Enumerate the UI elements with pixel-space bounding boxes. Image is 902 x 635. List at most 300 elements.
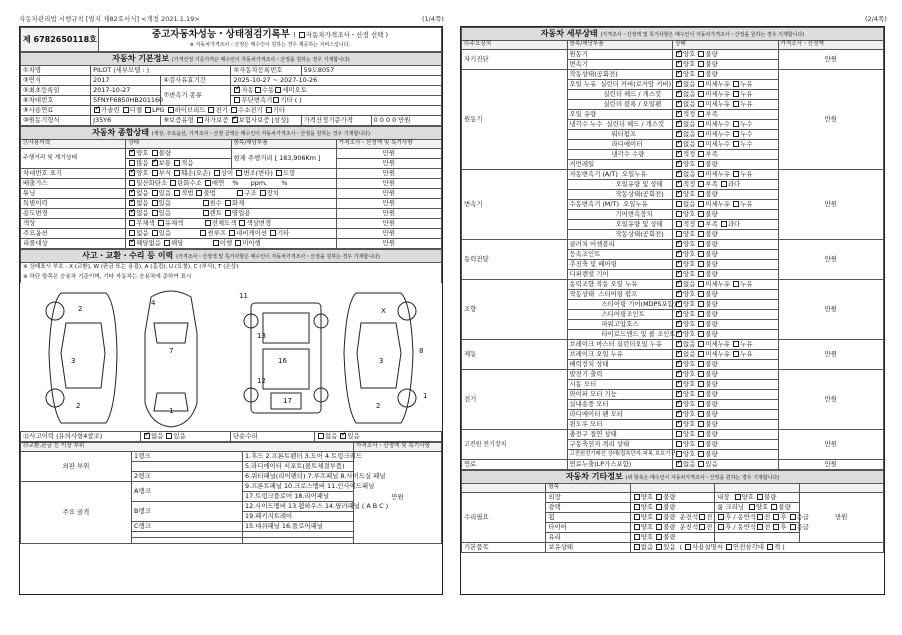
checkbox-ev[interactable] (208, 107, 214, 113)
cell-text: 적정 (683, 150, 696, 159)
cell-text: 클러치 어셈블리 (567, 240, 673, 250)
checkbox[interactable] (698, 161, 704, 167)
checkbox[interactable] (152, 160, 158, 166)
checkbox[interactable] (790, 514, 796, 520)
cell-text: 불량 (705, 270, 718, 279)
checkbox[interactable] (129, 200, 135, 206)
cell-text: 사용설명서 (692, 543, 724, 552)
cell-text: 후 (725, 513, 732, 522)
checkbox[interactable] (676, 151, 682, 157)
svg-text:3: 3 (378, 356, 383, 365)
checkbox[interactable] (698, 71, 704, 77)
checkbox[interactable] (634, 514, 640, 520)
cell-text: 양호 (683, 270, 696, 279)
cell-text: 브레이크 오일 누유 (567, 350, 673, 360)
cell-text: 9.프론트패널 10.크로스멤버 11.인사이드패널 (243, 481, 354, 491)
checkbox[interactable] (718, 514, 724, 520)
checkbox[interactable] (129, 160, 135, 166)
checkbox-trans-etc[interactable] (273, 97, 279, 103)
checkbox[interactable] (235, 240, 241, 246)
checkbox[interactable] (203, 210, 209, 216)
checkbox[interactable] (676, 61, 682, 67)
checkbox[interactable] (676, 221, 682, 227)
checkbox[interactable] (129, 230, 135, 236)
cell-text: 없음 (683, 170, 696, 179)
checkbox[interactable] (676, 271, 682, 277)
cell-text: 디젤 (129, 106, 143, 115)
checkbox[interactable] (698, 421, 704, 427)
checkbox-semi[interactable] (275, 87, 281, 93)
checkbox[interactable] (196, 190, 202, 196)
checkbox-gasoline[interactable] (94, 107, 100, 113)
checkbox[interactable] (174, 160, 180, 166)
checkbox[interactable] (698, 201, 704, 207)
cell-text: 전 (764, 513, 771, 522)
checkbox[interactable] (698, 451, 704, 457)
cell-text: 수리필요 (462, 493, 546, 543)
checkbox[interactable] (260, 190, 266, 196)
checkbox[interactable] (726, 544, 732, 550)
cell-text: ⑫사고이력 (유의사항4참조) (21, 431, 141, 441)
checkbox[interactable] (698, 261, 704, 267)
cell-text: C랭크 (132, 521, 243, 531)
cell-text: 구조 (244, 189, 257, 198)
page-number-1: (1/4쪽) (422, 15, 444, 23)
checkbox[interactable] (634, 534, 640, 540)
cell-text: 부족 (705, 150, 718, 159)
checkbox[interactable] (656, 544, 662, 550)
cell-text: 침수 (209, 199, 222, 208)
cell-text: 오일 누유 (569, 80, 597, 89)
cell-text: 있음 (347, 431, 360, 440)
cell-text: 만원 (778, 50, 884, 70)
checkbox[interactable] (698, 231, 704, 237)
cell-text: 불량 (663, 533, 676, 542)
checkbox[interactable] (676, 231, 682, 237)
checkbox[interactable] (676, 81, 682, 87)
cell-text: 유리 (546, 533, 630, 543)
checkbox[interactable] (698, 391, 704, 397)
checkbox[interactable] (676, 111, 682, 117)
cell-text: 누유 (740, 340, 753, 349)
checkbox[interactable] (698, 381, 704, 387)
cell-text: 오일누유 (621, 170, 647, 179)
checkbox[interactable] (676, 241, 682, 247)
checkbox[interactable] (698, 61, 704, 67)
checkbox[interactable] (676, 431, 682, 437)
checkbox[interactable] (129, 180, 135, 186)
checkbox[interactable] (698, 281, 704, 287)
checkbox[interactable] (698, 51, 704, 57)
checkbox[interactable] (698, 211, 704, 217)
checkbox-cvt[interactable] (234, 97, 240, 103)
checkbox[interactable] (767, 544, 773, 550)
cell-text: 추진축 및 베어링 (567, 260, 673, 270)
checkbox[interactable] (276, 170, 282, 176)
checkbox[interactable] (733, 141, 739, 147)
checkbox[interactable] (676, 261, 682, 267)
car-name: PILOT (세부모델 : ) (91, 66, 231, 76)
cell-text: 내장 (717, 493, 730, 502)
cell-text: 브레이크 마스터 실린더오일 누유 (567, 340, 673, 350)
checkbox[interactable] (152, 190, 158, 196)
checkbox[interactable] (676, 461, 682, 467)
cell-text: 미세누유 (705, 200, 731, 209)
checkbox[interactable] (164, 240, 170, 246)
checkbox[interactable] (698, 351, 704, 357)
checkbox[interactable] (698, 461, 704, 467)
svg-text:4: 4 (150, 298, 155, 307)
checkbox[interactable] (676, 451, 682, 457)
cell-text: 운전석 (679, 513, 699, 522)
cell-text: 누유 (740, 80, 753, 89)
checkbox[interactable] (676, 211, 682, 217)
checkbox[interactable] (676, 71, 682, 77)
cell-text: 누유 (740, 350, 753, 359)
svg-text:1: 1 (168, 406, 173, 415)
checkbox[interactable] (698, 401, 704, 407)
checkbox[interactable] (676, 251, 682, 257)
checkbox[interactable] (676, 311, 682, 317)
cell-text: 냉각수 누수 (569, 120, 603, 129)
checkbox[interactable] (699, 524, 705, 530)
checkbox[interactable] (676, 391, 682, 397)
cell-text: 기본품목 (462, 543, 546, 553)
checkbox-self-warranty[interactable] (197, 117, 203, 123)
checkbox[interactable] (676, 401, 682, 407)
checkbox[interactable] (698, 101, 704, 107)
checkbox-ins-warranty[interactable] (232, 117, 238, 123)
checkbox[interactable] (698, 321, 704, 327)
checkbox[interactable] (698, 241, 704, 247)
checkbox[interactable] (790, 524, 796, 530)
cell-text: 불량 (705, 260, 718, 269)
car-year: 2017 (91, 76, 161, 86)
checkbox[interactable] (170, 180, 176, 186)
cell-text: 수동 (261, 86, 275, 95)
cell-text: 원동기 (567, 50, 673, 60)
checkbox[interactable] (773, 524, 779, 530)
checkbox[interactable] (733, 121, 739, 127)
checkbox[interactable] (634, 544, 640, 550)
checkbox[interactable] (773, 514, 779, 520)
cell-text: 영업용 (231, 209, 251, 218)
car-diagram (21, 283, 441, 431)
cell-text: 없음 (136, 209, 149, 218)
cell-text: 없음 (683, 200, 696, 209)
checkbox[interactable] (174, 190, 180, 196)
checkbox[interactable] (225, 200, 231, 206)
cell-text: 유채색 (164, 219, 184, 228)
checkbox[interactable] (698, 291, 704, 297)
checkbox[interactable] (676, 131, 682, 137)
checkbox[interactable] (698, 341, 704, 347)
checkbox[interactable] (676, 191, 682, 197)
checkbox[interactable] (699, 514, 705, 520)
checkbox[interactable] (129, 220, 135, 226)
accident-history (20, 431, 442, 442)
checkbox[interactable] (698, 311, 704, 317)
checkbox[interactable] (698, 131, 704, 137)
cell-text: 적음 (181, 159, 194, 168)
checkbox[interactable] (676, 171, 682, 177)
checkbox[interactable] (733, 281, 739, 287)
cell-text: 만원 (336, 189, 441, 199)
cell-text: 양호 (683, 430, 696, 439)
checkbox[interactable] (152, 150, 158, 156)
cell-text: [삼성] (271, 116, 289, 125)
checkbox[interactable] (200, 230, 206, 236)
cell-text: 만원 (778, 170, 884, 240)
checkbox[interactable] (733, 91, 739, 97)
page-1 (19, 26, 443, 595)
checkbox[interactable] (340, 433, 346, 439)
checkbox[interactable] (203, 200, 209, 206)
detail-title: 자동차 세부상태 (540, 29, 598, 38)
checkbox[interactable] (676, 341, 682, 347)
checkbox[interactable] (718, 524, 724, 530)
checkbox[interactable] (698, 121, 704, 127)
checkbox[interactable] (676, 371, 682, 377)
checkbox[interactable] (676, 201, 682, 207)
svg-text:X: X (380, 306, 386, 315)
svg-text:2: 2 (75, 401, 80, 410)
checkbox[interactable] (698, 331, 704, 337)
checkbox-price-option[interactable] (299, 32, 305, 38)
checkbox[interactable] (214, 170, 220, 176)
panel-table (20, 442, 442, 544)
cell-text: 실린더 커버(로커암 커버) (600, 80, 672, 89)
checkbox[interactable] (733, 171, 739, 177)
checkbox[interactable] (676, 411, 682, 417)
checkbox[interactable] (698, 361, 704, 367)
checkbox[interactable] (676, 301, 682, 307)
cell-text: 만원 (336, 149, 441, 159)
checkbox[interactable] (634, 524, 640, 530)
checkbox[interactable] (698, 111, 704, 117)
checkbox[interactable] (676, 291, 682, 297)
cell-text: 양호 (683, 240, 696, 249)
checkbox[interactable] (676, 161, 682, 167)
cell-text: 불량 (705, 290, 718, 299)
cell-text: 불법 (203, 189, 216, 198)
checkbox[interactable] (733, 81, 739, 87)
checkbox-lpg[interactable] (145, 107, 151, 113)
checkbox[interactable] (318, 433, 324, 439)
checkbox[interactable] (229, 230, 235, 236)
label-engine: ⑩원동기형식 (21, 116, 91, 126)
checkbox[interactable] (698, 191, 704, 197)
checkbox[interactable] (676, 141, 682, 147)
checkbox[interactable] (698, 251, 704, 257)
checkbox[interactable] (721, 221, 727, 227)
cell-text: 양호 (683, 450, 696, 459)
checkbox[interactable] (676, 181, 682, 187)
checkbox[interactable] (205, 220, 211, 226)
checkbox-diesel[interactable] (123, 107, 129, 113)
checkbox[interactable] (129, 150, 135, 156)
cell-text: 타이어 (546, 523, 630, 533)
checkbox[interactable] (698, 441, 704, 447)
checkbox[interactable] (129, 190, 135, 196)
cell-text: 배출가스 (21, 179, 126, 189)
checkbox[interactable] (676, 361, 682, 367)
checkbox[interactable] (733, 351, 739, 357)
checkbox[interactable] (698, 141, 704, 147)
cell-text: 있음 (705, 460, 718, 469)
checkbox[interactable] (698, 151, 704, 157)
checkbox[interactable] (733, 131, 739, 137)
checkbox[interactable] (698, 271, 704, 277)
checkbox[interactable] (749, 504, 755, 510)
checkbox-no-accident[interactable] (144, 433, 150, 439)
checkbox[interactable] (698, 171, 704, 177)
cell-text: 후 (725, 523, 732, 532)
cell-text: 있음 (173, 431, 186, 440)
checkbox[interactable] (676, 381, 682, 387)
checkbox[interactable] (634, 494, 640, 500)
cell-text: 고전원 전기장치 (462, 430, 568, 460)
cell-text: 네비게이션 (236, 229, 267, 238)
cell-text: 17.트렁크플로어 18.리어패널 (243, 491, 354, 501)
cell-text: 가솔린 (101, 106, 120, 115)
cell-text: 가격조사・산정액 및 특기사항 (354, 442, 442, 451)
checkbox[interactable] (270, 230, 276, 236)
cell-text: 양호 (683, 260, 696, 269)
checkbox[interactable] (205, 180, 211, 186)
first-reg: 2017-10-27 (91, 86, 161, 96)
checkbox[interactable] (236, 170, 242, 176)
checkbox[interactable] (239, 220, 245, 226)
checkbox[interactable] (676, 351, 682, 357)
checkbox[interactable] (225, 210, 231, 216)
checkbox[interactable] (698, 181, 704, 187)
checkbox[interactable] (152, 210, 158, 216)
cell-text: % (232, 179, 239, 188)
cell-text: 불량 (158, 149, 172, 158)
cell-text: 운전석 (679, 523, 699, 532)
checkbox[interactable] (656, 494, 662, 500)
cell-text: 썬루프 (207, 229, 226, 238)
checkbox[interactable] (634, 504, 640, 510)
checkbox[interactable] (676, 51, 682, 57)
cell-text: 양호 (683, 70, 696, 79)
cell-text: 만원 (336, 239, 441, 249)
checkbox[interactable] (721, 181, 727, 187)
checkbox[interactable] (237, 190, 243, 196)
svg-text:17: 17 (282, 396, 292, 405)
cell-text: 고전원전기배선 상태(접속단자,피복,보호기구) (567, 450, 673, 460)
checkbox[interactable] (676, 321, 682, 327)
checkbox[interactable] (152, 200, 158, 206)
engine-type: J35Y6 (91, 116, 161, 126)
cell-text: 미세누유 (705, 170, 731, 179)
checkbox-auto[interactable] (234, 87, 240, 93)
checkbox[interactable] (733, 341, 739, 347)
checkbox-h2[interactable] (231, 107, 237, 113)
checkbox[interactable] (698, 411, 704, 417)
label-vin: ⑥차대번호 (21, 96, 91, 106)
cell-text: 양호 (683, 400, 696, 409)
checkbox[interactable] (757, 514, 763, 520)
checkbox[interactable] (656, 534, 662, 540)
checkbox[interactable] (733, 201, 739, 207)
cell-text: 해당 (171, 239, 184, 248)
cell-text: 수소전기 (237, 106, 263, 115)
cell-text: 변속기 (567, 60, 673, 70)
checkbox-hybrid[interactable] (168, 107, 174, 113)
cell-text: 불량 (705, 160, 718, 169)
checkbox[interactable] (676, 421, 682, 427)
checkbox[interactable] (698, 301, 704, 307)
checkbox[interactable] (757, 494, 763, 500)
checkbox[interactable] (698, 371, 704, 377)
checkbox[interactable] (129, 170, 135, 176)
checkbox[interactable] (676, 91, 682, 97)
checkbox[interactable] (698, 431, 704, 437)
cell-text: 자가보증 (203, 116, 229, 125)
checkbox[interactable] (676, 331, 682, 337)
checkbox-manual[interactable] (255, 87, 261, 93)
checkbox[interactable] (656, 504, 662, 510)
checkbox[interactable] (698, 221, 704, 227)
cell-text: 불량 (705, 390, 718, 399)
checkbox[interactable] (213, 240, 219, 246)
cell-text: 항목/해당부품 (231, 140, 336, 149)
cell-text: 만원 (778, 370, 884, 430)
cell-text: 불량 (778, 503, 791, 512)
checkbox[interactable] (676, 281, 682, 287)
detail-sub: (가격조사・산정액 및 특기사항은 매수인이 자동차가격조사・산정을 원하는 경우 기재합니다) (600, 32, 805, 38)
detail-table (461, 27, 884, 470)
checkbox[interactable] (656, 524, 662, 530)
checkbox[interactable] (158, 220, 164, 226)
cell-text: 양호 (683, 50, 696, 59)
checkbox[interactable] (685, 544, 691, 550)
checkbox[interactable] (129, 210, 135, 216)
cell-text: 없음 (683, 350, 696, 359)
checkbox[interactable] (698, 91, 704, 97)
cell-text: 충전구 절연 상태 (567, 430, 673, 440)
checkbox[interactable] (676, 441, 682, 447)
cell-text: 동력조향 작동 오일 누유 (567, 280, 673, 290)
checkbox[interactable] (656, 514, 662, 520)
checkbox[interactable] (676, 121, 682, 127)
cell-text: 양호 (683, 390, 696, 399)
cell-text: 양호 (683, 300, 696, 309)
checkbox[interactable] (733, 101, 739, 107)
cell-text: 적정 (683, 110, 696, 119)
cell-text: 작동상태(공회전) (567, 230, 673, 240)
checkbox[interactable] (152, 170, 158, 176)
checkbox[interactable] (152, 230, 158, 236)
cell-text: 2랭크 (132, 471, 243, 481)
cell-text: 없음 (151, 431, 164, 440)
cell-text: 광택 (546, 503, 630, 513)
checkbox-fuel-etc[interactable] (266, 107, 272, 113)
cell-text: 불량 (705, 420, 718, 429)
checkbox[interactable] (174, 170, 180, 176)
checkbox-accident[interactable] (166, 433, 172, 439)
cell-text: ⑭주요장치 (462, 41, 568, 50)
checkbox[interactable] (757, 524, 763, 530)
checkbox[interactable] (129, 240, 135, 246)
checkbox[interactable] (676, 101, 682, 107)
checkbox[interactable] (771, 504, 777, 510)
checkbox[interactable] (698, 81, 704, 87)
checkbox[interactable] (735, 494, 741, 500)
cell-text: 보험사보증 (238, 116, 270, 125)
